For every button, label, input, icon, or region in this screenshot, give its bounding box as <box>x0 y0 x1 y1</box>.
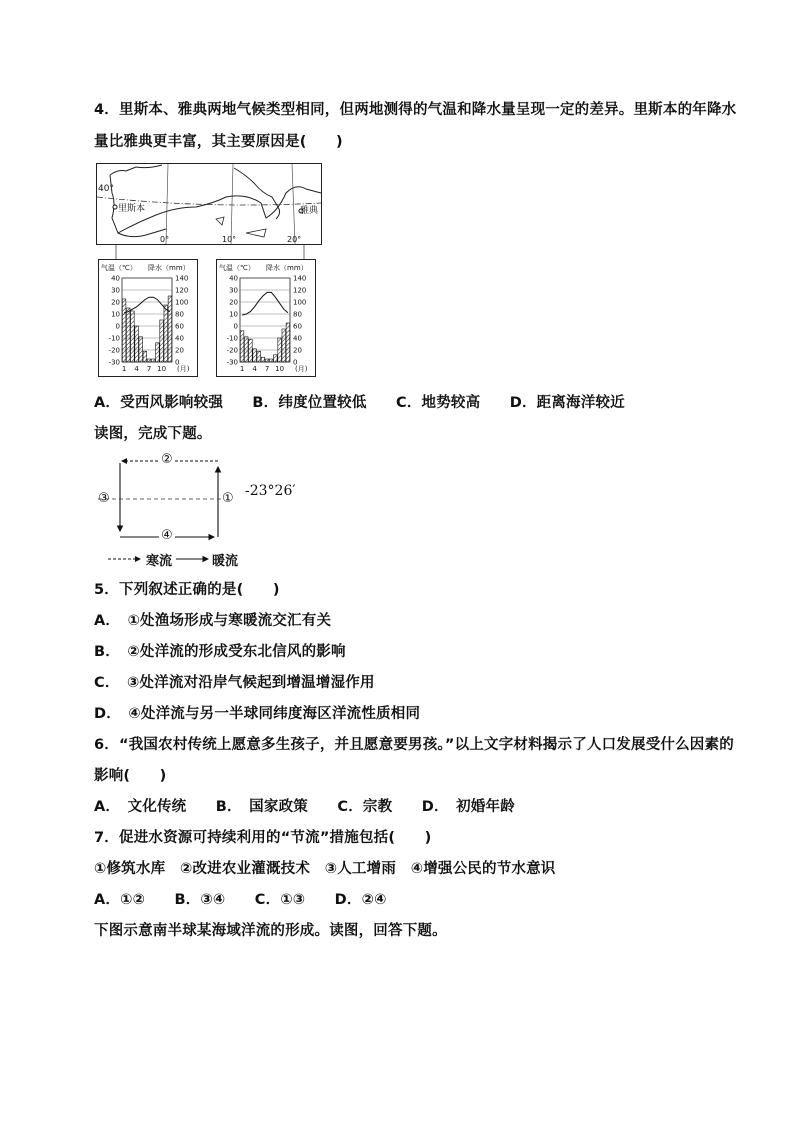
precip-bar <box>261 357 265 362</box>
current-label-1: ① <box>222 491 234 506</box>
precip-tick-label: 80 <box>293 310 302 319</box>
current-label-4: ④ <box>161 528 173 543</box>
precip-tick-label: 20 <box>175 346 184 355</box>
temp-tick-label: -20 <box>226 346 238 355</box>
lon-label-10: 10° <box>222 235 237 244</box>
precip-tick-label: 140 <box>293 274 307 283</box>
precip-bar <box>249 339 253 362</box>
tropic-latitude-label: -23°26′ <box>245 483 296 499</box>
month-tick-label: 4 <box>134 365 139 373</box>
precip-tick-label: 120 <box>293 286 307 295</box>
current-label-3: ③ <box>98 491 110 506</box>
month-unit-label: (月) <box>177 365 190 373</box>
precip-tick-label: 20 <box>293 346 302 355</box>
precip-axis-title: 降水（mm） <box>148 264 190 272</box>
temp-tick-label: 0 <box>233 322 238 331</box>
precip-tick-label: 60 <box>293 322 302 331</box>
precip-bar <box>253 349 257 362</box>
precip-tick-label: 100 <box>293 298 307 307</box>
temp-tick-label: 0 <box>115 322 120 331</box>
temp-tick-label: 20 <box>229 298 238 307</box>
precip-bar <box>278 338 282 362</box>
q4-stem-line2: 量比雅典更丰富，其主要原因是( ) <box>94 134 343 150</box>
temp-axis-title: 气温（℃） <box>219 264 255 272</box>
q6-stem-line1: 6．“我国农村传统上愿意多生孩子，并且愿意要男孩。”以上文字材料揭示了人口发展受什么因素的 <box>94 737 734 753</box>
precip-bar <box>156 343 160 362</box>
q7-items: ①修筑水库 ②改进农业灌溉技术 ③人工增雨 ④增强公民的节水意识 <box>94 861 556 877</box>
precip-tick-label: 100 <box>175 298 189 307</box>
legend-warm-label: 暖流 <box>212 554 239 569</box>
precip-bar <box>160 320 164 362</box>
precip-bar <box>168 296 172 362</box>
climate-chart-lisbon <box>98 259 198 377</box>
temp-tick-label: 40 <box>229 274 238 283</box>
ocean-current-diagram <box>96 453 296 568</box>
precip-tick-label: 40 <box>175 334 184 343</box>
precip-axis-title: 降水（mm） <box>266 264 308 272</box>
precip-bar <box>147 359 151 362</box>
precip-bar <box>282 329 286 362</box>
precip-bar <box>240 331 244 362</box>
map-lat-label: 40° <box>98 184 114 194</box>
q7-stem: 7．促进水资源可持续利用的“节流”措施包括( ) <box>94 830 432 846</box>
precip-bar <box>257 351 261 362</box>
precip-tick-label: 0 <box>175 358 180 367</box>
temp-tick-label: 10 <box>111 310 120 319</box>
precip-bar <box>139 337 143 362</box>
precip-bar <box>265 359 269 362</box>
q5-option-a: A． ①处渔场形成与寒暖流交汇有关 <box>94 613 332 629</box>
precip-tick-label: 40 <box>293 334 302 343</box>
precip-bar <box>135 326 139 362</box>
month-tick-label: 10 <box>275 365 285 373</box>
q6-options: A． 文化传统 B． 国家政策 C．宗教 D． 初婚年龄 <box>94 799 515 815</box>
precip-bar <box>122 299 126 362</box>
temp-tick-label: -10 <box>108 334 120 343</box>
precip-bar <box>131 311 135 362</box>
precip-bar <box>126 308 130 362</box>
precip-bar <box>143 351 147 362</box>
precip-tick-label: 0 <box>293 358 298 367</box>
month-tick-label: 1 <box>121 365 127 373</box>
precip-bar <box>274 355 278 362</box>
month-unit-label: (月) <box>295 365 308 373</box>
athens-label: 雅典 <box>300 206 319 216</box>
temp-tick-label: -10 <box>226 334 238 343</box>
precip-bar <box>164 305 168 362</box>
month-tick-label: 4 <box>252 365 257 373</box>
q4-options: A．受西风影响较强 B．纬度位置较低 C．地势较高 D．距离海洋较近 <box>94 395 625 411</box>
q4-stem-line1: 4．里斯本、雅典两地气候类型相同，但两地测得的气温和降水量呈现一定的差异。里斯本的年降水 <box>94 102 737 118</box>
precip-tick-label: 140 <box>175 274 189 283</box>
precip-bar <box>151 359 155 362</box>
precip-bar <box>269 359 273 362</box>
month-tick-label: 10 <box>157 365 167 373</box>
precip-bar <box>244 337 248 362</box>
temp-tick-label: -20 <box>108 346 120 355</box>
current-label-2: ② <box>161 452 173 467</box>
temp-tick-label: 40 <box>111 274 120 283</box>
temp-axis-title: 气温（℃） <box>101 264 137 272</box>
lisbon-marker <box>113 205 117 209</box>
temp-tick-label: 30 <box>111 286 120 295</box>
q6-stem-line2: 影响( ) <box>94 768 167 784</box>
lon-label-20: 20° <box>287 235 302 244</box>
temp-tick-label: -30 <box>108 358 120 367</box>
q5-intro: 读图，完成下题。 <box>94 426 212 442</box>
q5-stem: 5．下列叙述正确的是( ) <box>94 582 280 598</box>
precip-bar <box>286 323 290 362</box>
precip-tick-label: 80 <box>175 310 184 319</box>
q5-option-c: C． ③处洋流对沿岸气候起到增温增湿作用 <box>94 675 375 691</box>
temp-tick-label: -30 <box>226 358 238 367</box>
temp-tick-label: 10 <box>229 310 238 319</box>
precip-tick-label: 60 <box>175 322 184 331</box>
q5-option-b: B． ②处洋流的形成受东北信风的影响 <box>94 644 346 660</box>
temp-tick-label: 20 <box>111 298 120 307</box>
month-tick-label: 7 <box>146 365 152 373</box>
lisbon-label: 里斯本 <box>118 204 146 214</box>
lon-label-0: 0° <box>160 235 170 244</box>
temp-tick-label: 30 <box>229 286 238 295</box>
month-tick-label: 1 <box>239 365 245 373</box>
legend-cold-label: 寒流 <box>146 554 173 569</box>
q7-options: A．①② B．③④ C．①③ D．②④ <box>94 892 387 908</box>
precip-tick-label: 120 <box>175 286 189 295</box>
month-tick-label: 7 <box>264 365 270 373</box>
climate-chart-athens <box>216 259 316 377</box>
next-question-intro: 下图示意南半球某海域洋流的形成。读图，回答下题。 <box>94 923 447 939</box>
q5-option-d: D． ④处洋流与另一半球同纬度海区洋流性质相同 <box>94 706 421 722</box>
